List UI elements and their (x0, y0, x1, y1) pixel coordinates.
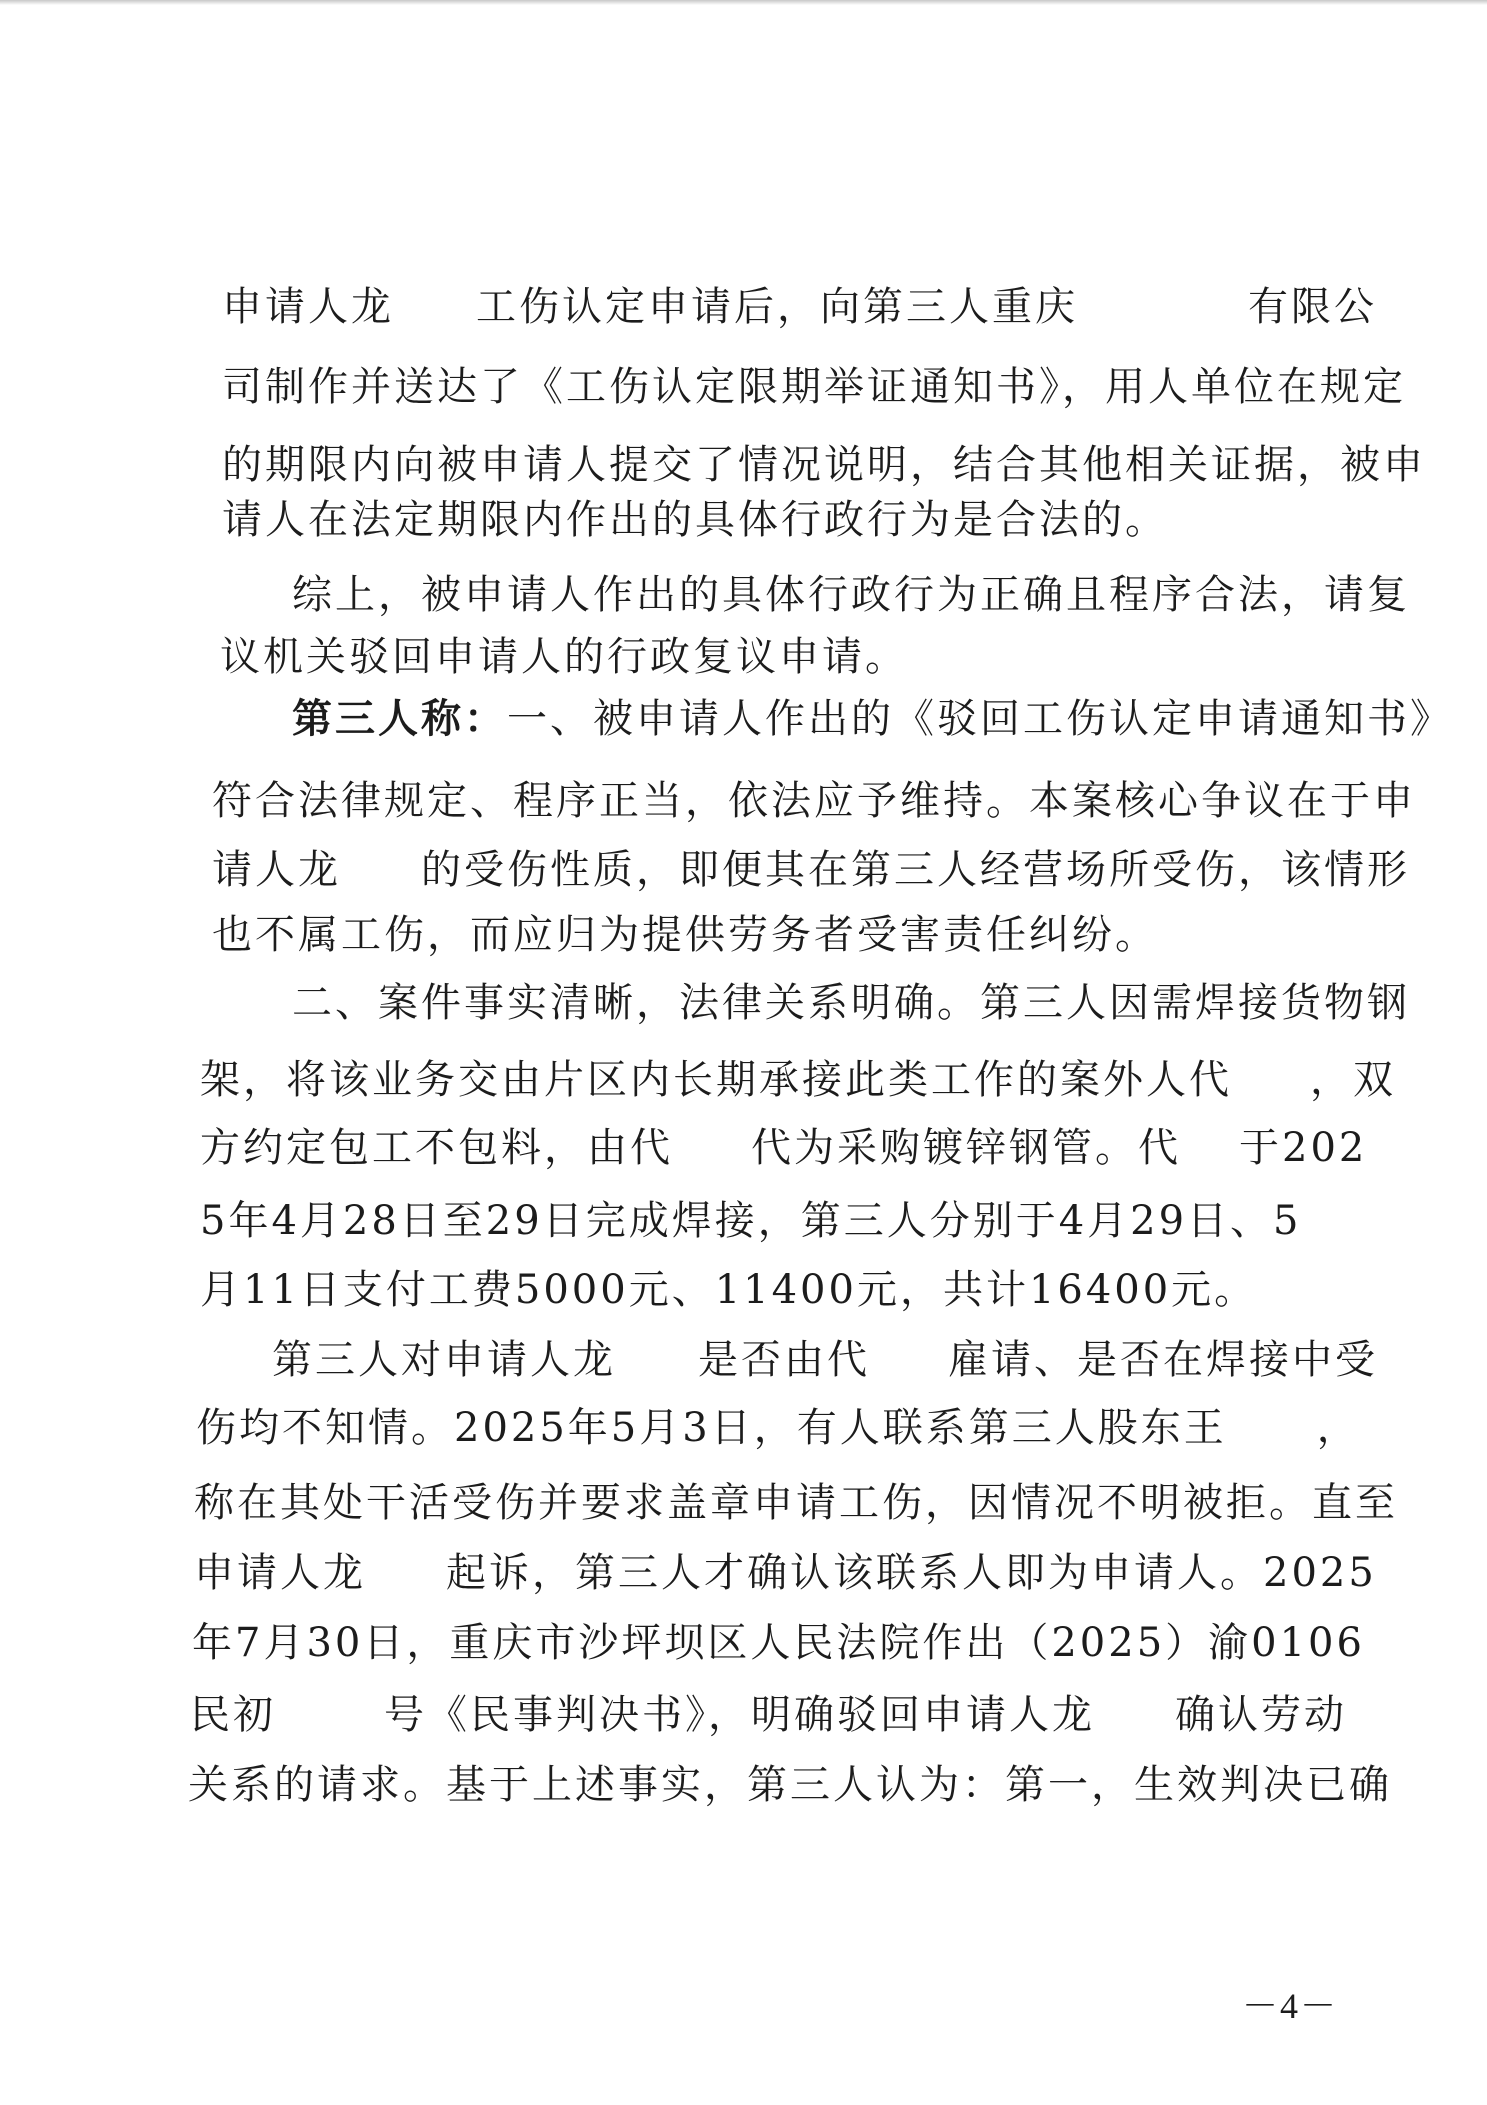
text-segment: 民初 (190, 1692, 276, 1738)
text-line-2: 司制作并送达了《工伤认定限期举证通知书》，用人单位在规定 (222, 364, 1406, 410)
text-segment: 一、被申请人作出的《驳回工伤认定申请通知书》 (507, 696, 1453, 742)
text-segment: 申请人龙 (194, 1550, 366, 1596)
text-line-21 (190, 1690, 1347, 1740)
text-line-1 (222, 282, 1377, 332)
text-segment: 是否由代 (698, 1337, 870, 1383)
text-line-5: 综上，被申请人作出的具体行政行为正确且程序合法，请复 (292, 572, 1410, 618)
text-segment: 方约定包工不包料，由代 (200, 1125, 673, 1171)
text-segment: 伤均不知情。2025年5月3日，有人联系第三人股东王 (196, 1405, 1227, 1451)
text-line-17 (196, 1403, 1360, 1453)
text-line-10: 也不属工伤，而应归为提供劳务者受害责任纠纷。 (212, 912, 1158, 958)
text-segment: 雇请、是否在焊接中受 (948, 1337, 1378, 1383)
text-segment: 架，将该业务交由片区内长期承接此类工作的案外人代 (200, 1057, 1232, 1103)
page-number: －4－ (1242, 1986, 1339, 2026)
text-segment: 的受伤性质，即便其在第三人经营场所受伤，该情形 (421, 847, 1410, 893)
text-line-16 (272, 1335, 1378, 1385)
text-segment: 号《民事判决书》，明确驳回申请人龙 (384, 1692, 1095, 1738)
text-line-13 (200, 1123, 1367, 1173)
text-line-19 (194, 1548, 1377, 1598)
text-line-3: 的期限内向被申请人提交了情况说明，结合其他相关证据，被申 (222, 442, 1426, 488)
text-line-9 (212, 845, 1410, 895)
text-line-7 (292, 694, 1453, 744)
text-segment: 确认劳动 (1175, 1692, 1347, 1738)
text-segment: 起诉，第三人才确认该联系人即为申请人。2025 (446, 1550, 1377, 1596)
text-segment: 于202 (1239, 1125, 1368, 1171)
text-segment: 申请人龙 (222, 284, 394, 330)
text-segment: 有限公 (1248, 284, 1377, 330)
text-segment: 第三人对申请人龙 (272, 1337, 616, 1383)
text-segment: 工伤认定申请后，向第三人重庆 (476, 284, 1078, 330)
text-segment: ，双 (1310, 1057, 1396, 1103)
text-line-12 (200, 1055, 1396, 1105)
text-line-4: 请人在法定期限内作出的具体行政行为是合法的。 (222, 497, 1168, 543)
text-segment: 代为采购镀锌钢管。代 (751, 1125, 1181, 1171)
text-segment: 请人龙 (212, 847, 341, 893)
section-heading-third-party: 第三人称： (292, 695, 507, 742)
text-line-14: 5年4月28日至29日完成焊接，第三人分别于4月29日、5 (200, 1198, 1302, 1244)
text-segment: ， (1316, 1405, 1360, 1451)
text-line-20: 年7月30日，重庆市沙坪坝区人民法院作出（2025）渝0106 (192, 1620, 1365, 1666)
text-line-11: 二、案件事实清晰，法律关系明确。第三人因需焊接货物钢 (292, 980, 1410, 1026)
text-line-6: 议机关驳回申请人的行政复议申请。 (220, 634, 908, 680)
text-line-15: 月11日支付工费5000元、11400元，共计16400元。 (200, 1267, 1258, 1313)
text-line-8: 符合法律规定、程序正当，依法应予维持。本案核心争议在于申 (212, 778, 1416, 824)
text-line-18: 称在其处干活受伤并要求盖章申请工伤，因情况不明被拒。直至 (194, 1480, 1398, 1526)
text-line-22: 关系的请求。基于上述事实，第三人认为：第一，生效判决已确 (188, 1762, 1392, 1808)
